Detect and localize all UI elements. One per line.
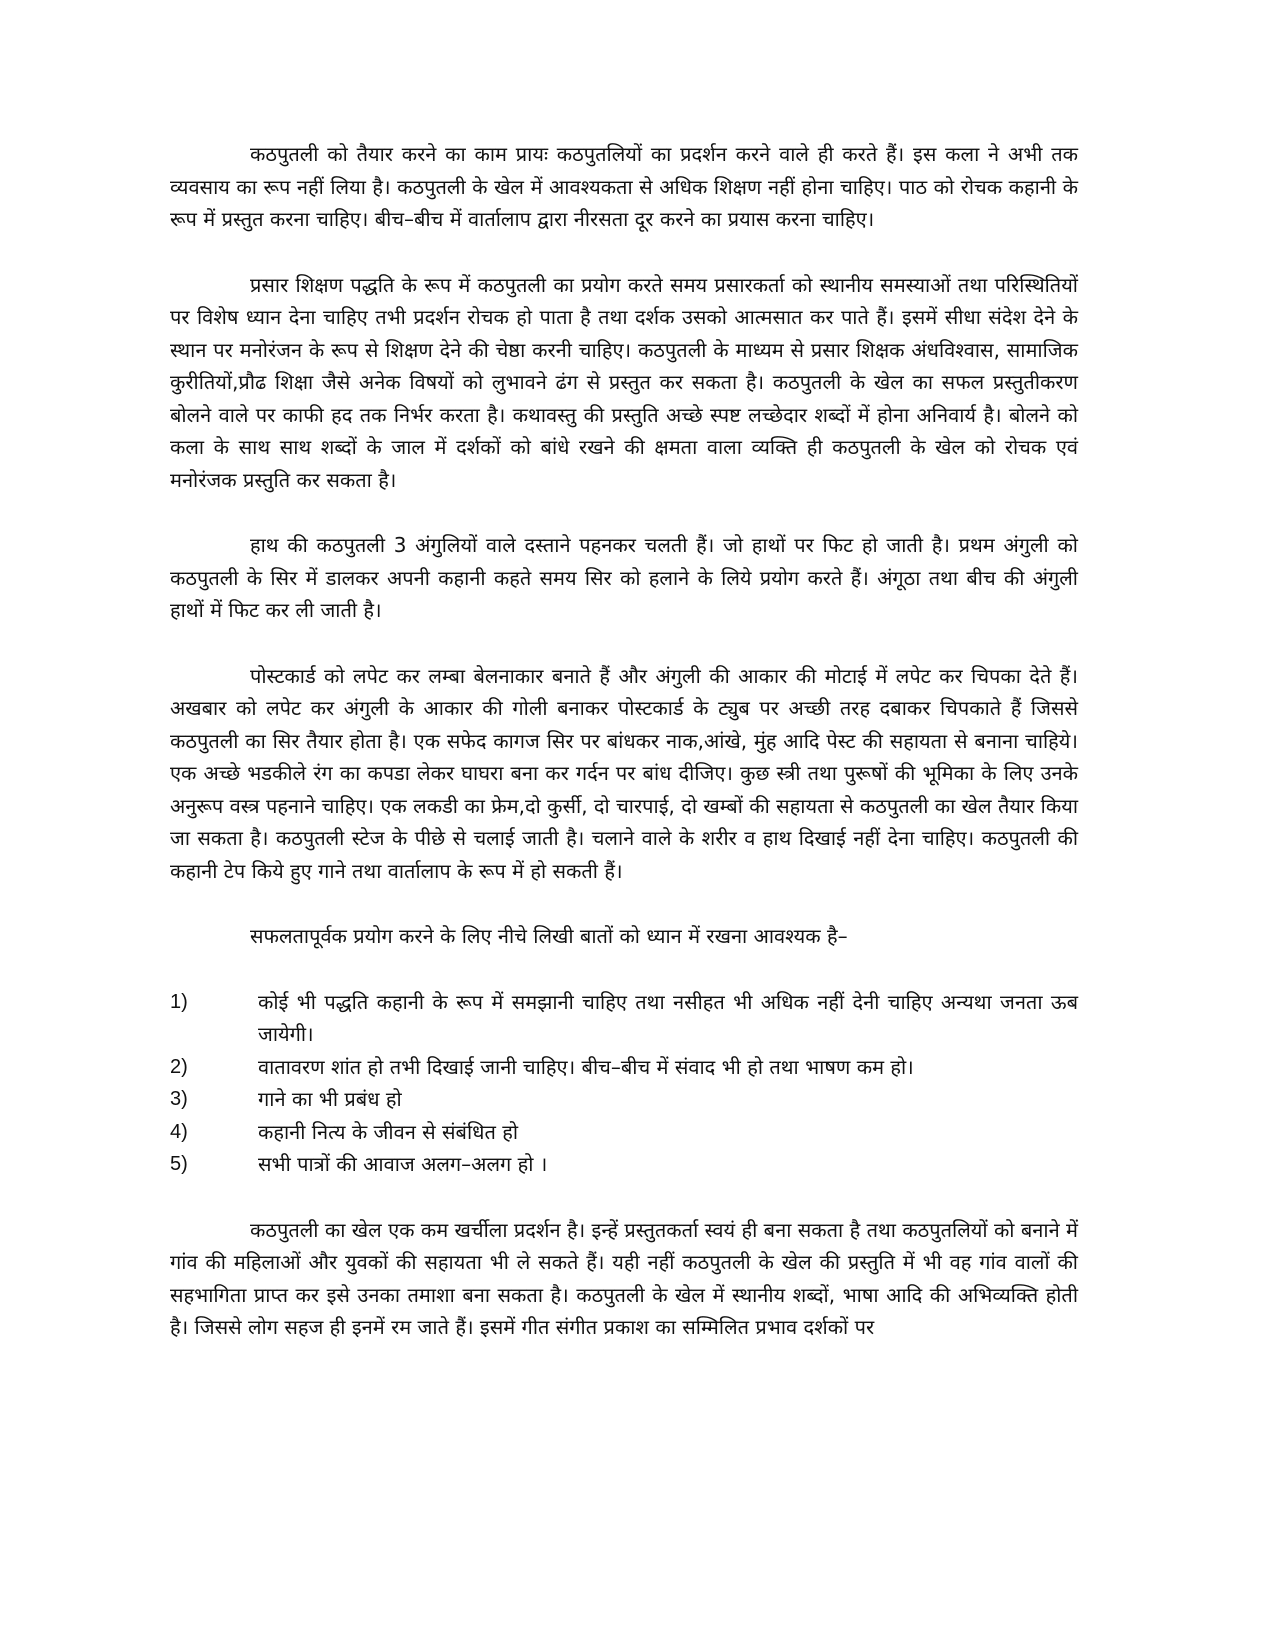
list-number: 4): [170, 1120, 188, 1143]
list-item: [170, 986, 1078, 1051]
list-text: गाने का भी प्रबंध हो: [258, 1087, 402, 1111]
list-item: [170, 1083, 1078, 1116]
paragraph-making-puppets: कठपुतली को तैयार करने का काम प्रायः कठपुतलियों का प्रदर्शन करने वाले ही करते हैं। इस कला ने अभी तक व्यवसाय का रूप नहीं लिया है। कठपुतली के खेल में आवश्यकता से अधिक शिक्षण नहीं होना चाहिए। पाठ को रोचक कहानी के रूप में प्रस्तुत करना चाहिए। बीच–बीच में वार्तालाप द्वारा नीरसता दूर करने का प्रयास करना चाहिए।: [170, 142, 1078, 231]
paragraph-gap: [170, 1181, 1078, 1214]
list-text: कोई भी पद्धति कहानी के रूप में समझानी चाहिए तथा नसीहत भी अधिक नहीं देनी चाहिए अन्यथा जनता ऊब जायेगी।: [258, 989, 1078, 1046]
paragraph-hand-puppet: हाथ की कठपुतली 3 अंगुलियों वाले दस्ताने पहनकर चलती हैं। जो हाथों पर फिट हो जाती है। प्रथम अंगुली को कठपुतली के सिर में डालकर अपनी कहानी कहते समय सिर को हलाने के लिये प्रयोग करते हैं। अंगूठा तथा बीच की अंगुली हाथों में फिट कर ली जाती है।: [170, 533, 1078, 622]
paragraph-gap: [170, 887, 1078, 920]
list-number: 3): [170, 1088, 188, 1110]
paragraph-gap: [170, 496, 1078, 529]
list-text: कहानी नित्य के जीवन से संबंधित हो: [258, 1119, 519, 1144]
paragraph-extension-method: प्रसार शिक्षण पद्धति के रूप में कठपुतली का प्रयोग करते समय प्रसारकर्ता को स्थानीय समस्याओं तथा परिस्थितियों पर विशेष ध्यान देना चाहिए तभी प्रदर्शन रोचक हो पाता है तथा दर्शक उसको आत्मसात कर पाते हैं। इसमें सीधा संदेश देने के स्थान पर मनोरंजन के रूप से शिक्षण देने की चेष्ठा करनी चाहिए। कठपुतली के माध्यम से प्रसार शिक्षक अंधविश्वास, सामाजिक कुरीतियों,प्रौढ शिक्षा जैसे अनेक विषयों को लुभावने ढंग से प्रस्तुत कर सकता है। कठपुतली के खेल का सफल प्रस्तुतीकरण बोलने वाले पर काफी हद तक निर्भर करता है। कथावस्तु की प्रस्तुति अच्छे स्पष्ट लच्छेदार शब्दों में होना अनिवार्य है। बोलने को कला के साथ साथ शब्दों के जाल में दर्शकों को बांधे रखने की क्षमता वाला व्यक्ति ही कठपुतली के खेल को रोचक एवं मनोरंजक प्रस्तुति कर सकता है।: [170, 272, 1078, 492]
list-item: [170, 1051, 1078, 1084]
paragraph-list-intro: सफलतापूर्वक प्रयोग करने के लिए नीचे लिखी बातों को ध्यान में रखना आवश्यक है–: [250, 924, 848, 948]
list-text: वातावरण शांत हो तभी दिखाई जानी चाहिए। बीच–बीच में संवाद भी हो तथा भाषण कम हो।: [258, 1054, 914, 1079]
list-number: 2): [170, 1055, 188, 1078]
list-item: [170, 1148, 1078, 1181]
paragraph-gap: [170, 627, 1078, 660]
document-page: [170, 138, 1078, 1344]
list-number: 5): [170, 1153, 188, 1175]
list-number: 1): [170, 990, 188, 1013]
guidelines-list: [170, 986, 1078, 1181]
paragraph-gap: [170, 236, 1078, 269]
paragraph-postcard-puppet: पोस्टकार्ड को लपेट कर लम्बा बेलनाकार बनाते हैं और अंगुली की आकार की मोटाई में लपेट कर चिपका देते हैं। अखबार को लपेट कर अंगुली के आकार की गोली बनाकर पोस्टकार्ड के ट्युब पर अच्छी तरह दबाकर चिपकाते हैं जिससे कठपुतली का सिर तैयार होता है। एक सफेद कागज सिर पर बांधकर नाक,आंखे, मुंह आदि पेस्ट की सहायता से बनाना चाहिये। एक अच्छे भडकीले रंग का कपडा लेकर घाघरा बना कर गर्दन पर बांध दीजिए। कुछ स्त्री तथा पुरूषों की भूमिका के लिए उनके अनुरूप वस्त्र पहनाने चाहिए। एक लकडी का फ्रेम,दो कुर्सी, दो चारपाई, दो खम्बों की सहायता से कठपुतली का खेल तैयार किया जा सकता है। कठपुतली स्टेज के पीछे से चलाई जाती है। चलाने वाले के शरीर व हाथ दिखाई नहीं देना चाहिए। कठपुतली की कहानी टेप किये हुए गाने तथा वार्तालाप के रूप में हो सकती हैं।: [170, 663, 1078, 883]
list-item: [170, 1116, 1078, 1149]
paragraph-closing: कठपुतली का खेल एक कम खर्चीला प्रदर्शन है। इन्हें प्रस्तुतकर्ता स्वयं ही बना सकता है तथा कठपुतलियों को बनाने में गांव की महिलाओं और युवकों की सहायता भी ले सकते हैं। यही नहीं कठपुतली के खेल की प्रस्तुति में भी वह गांव वालों की सहभागिता प्राप्त कर इसे उनका तमाशा बना सकता है। कठपुतली के खेल में स्थानीय शब्दों, भाषा आदि की अभिव्यक्ति होती है। जिससे लोग सहज ही इनमें रम जाते हैं। इसमें गीत संगीत प्रकाश का सम्मिलित प्रभाव दर्शकों पर: [170, 1217, 1078, 1339]
list-text: सभी पात्रों की आवाज अलग–अलग हो ।: [258, 1152, 548, 1176]
paragraph-gap: [170, 953, 1078, 986]
